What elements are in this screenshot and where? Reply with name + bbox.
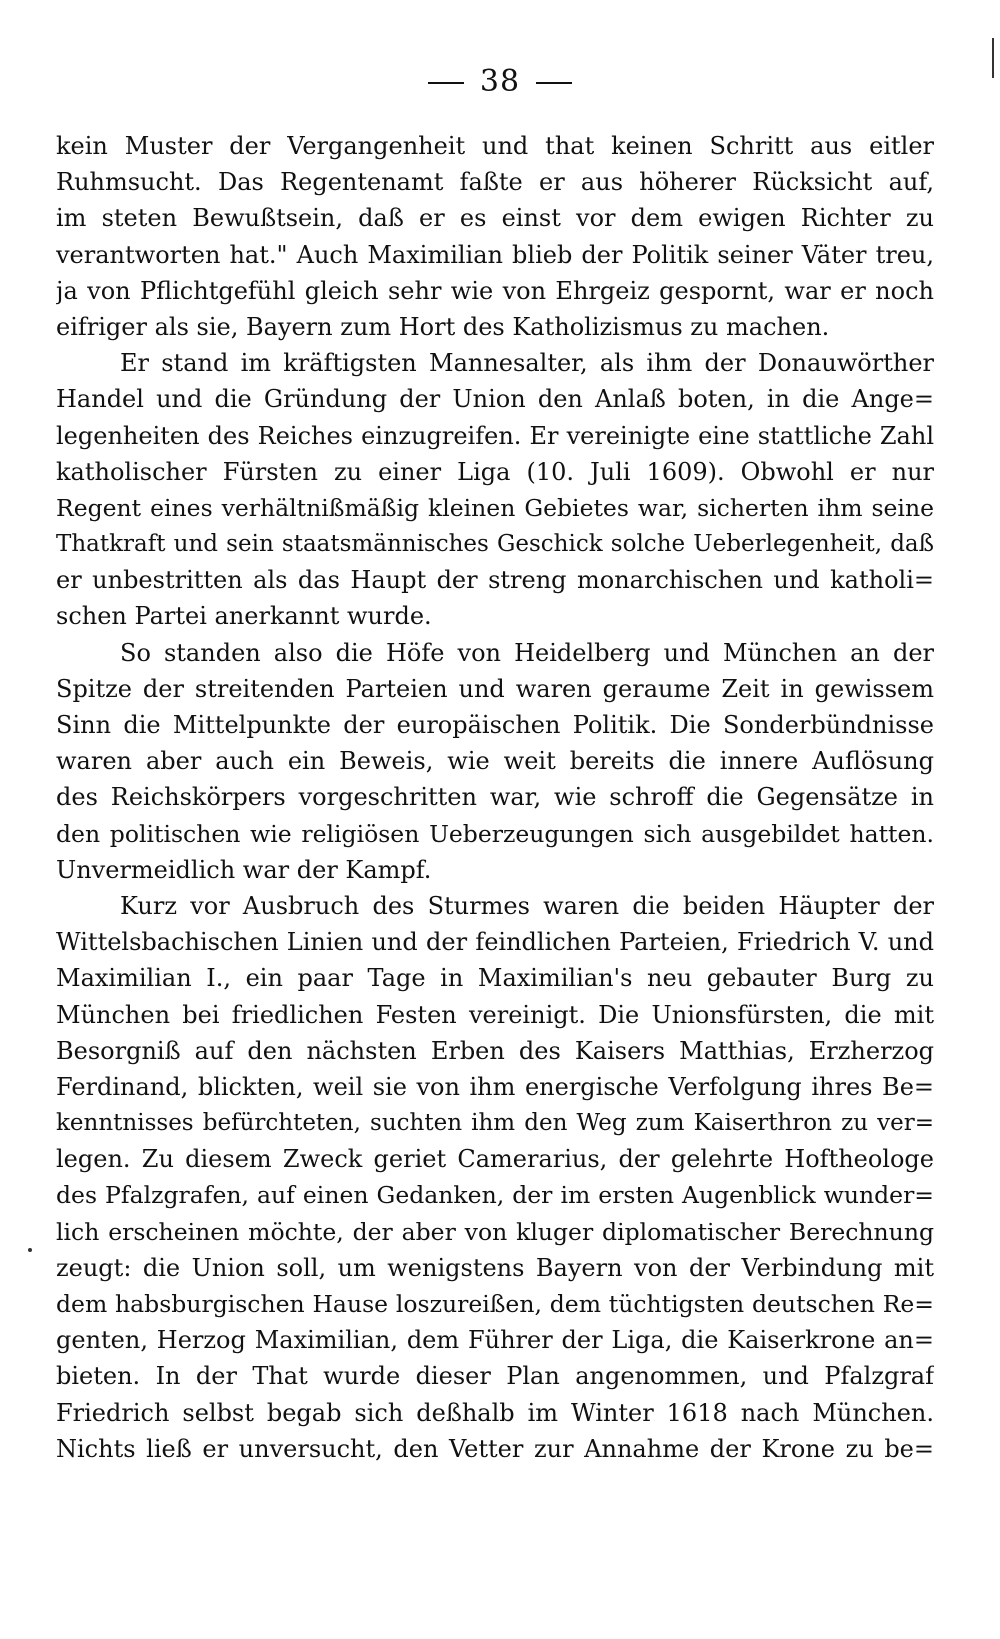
text-line: im steten Bewußtsein, daß er es einst vor dem ewigen Richter zu — [56, 204, 934, 233]
paragraph — [56, 635, 934, 888]
page-header — [0, 62, 1000, 102]
text-line: dem habsburgischen Hause loszureißen, dem tüchtigsten deutschen Re= — [56, 1290, 934, 1318]
text-line: Ferdinand, blickten, weil sie von ihm energische Verfolgung ihres Be= — [56, 1072, 934, 1101]
text-line: München bei friedlichen Festen vereinigt. Die Unionsfürsten, die mit — [56, 1000, 934, 1029]
text-line: schen Partei anerkannt wurde. — [56, 602, 432, 631]
paragraph — [56, 888, 934, 1467]
text-line: Friedrich selbst begab sich deßhalb im Winter 1618 nach München. — [56, 1398, 934, 1427]
text-line: lich erscheinen möchte, der aber von kluger diplomatischer Berechnung — [56, 1217, 934, 1246]
text-line: Thatkraft und sein staatsmännisches Geschick solche Ueberlegenheit, daß — [56, 531, 934, 558]
header-dash-left — [428, 82, 464, 84]
text-line: Unvermeidlich war der Kampf. — [56, 855, 432, 884]
page-number: 38 — [479, 64, 521, 99]
text-line: genten, Herzog Maximilian, dem Führer der Liga, die Kaiserkrone an= — [56, 1326, 934, 1355]
text-line: Besorgniß auf den nächsten Erben des Kaisers Matthias, Erzherzog — [56, 1036, 934, 1065]
text-line: Handel und die Gründung der Union den Anlaß boten, in die Ange= — [56, 385, 934, 414]
text-line: kein Muster der Vergangenheit und that keinen Schritt aus eitler — [56, 132, 934, 160]
text-line: Wittelsbachischen Linien und der feindlichen Parteien, Friedrich V. und — [56, 928, 934, 957]
text-line: Sinn die Mittelpunkte der europäischen Politik. Die Sonderbündnisse — [56, 711, 934, 739]
text-line: kenntnisses befürchteten, suchten ihm den Weg zum Kaiserthron zu ver= — [56, 1110, 934, 1137]
text-line: verantworten hat." Auch Maximilian blieb der Politik seiner Väter treu, — [56, 240, 934, 269]
text-line: Spitze der streitenden Parteien und waren geraume Zeit in gewissem — [56, 674, 934, 703]
text-line: Maximilian I., ein paar Tage in Maximilian's neu gebauter Burg zu — [56, 964, 934, 993]
text-line: ja von Pflichtgefühl gleich sehr wie von Ehrgeiz gespornt, war er noch — [56, 276, 934, 305]
paragraph — [56, 128, 934, 345]
text-line: katholischer Fürsten zu einer Liga (10. Juli 1609). Obwohl er nur — [56, 457, 934, 486]
paragraph — [56, 345, 934, 635]
text-line: er unbestritten als das Haupt der streng monarchischen und katholi= — [56, 566, 934, 595]
text-line: legenheiten des Reiches einzugreifen. Er vereinigte eine stattliche Zahl — [56, 421, 934, 450]
text-line: Regent eines verhältnißmäßig kleinen Gebietes war, sicherten ihm seine — [56, 493, 934, 522]
text-line: Ruhmsucht. Das Regentenamt faßte er aus höherer Rücksicht auf, — [56, 168, 934, 197]
text-line: Nichts ließ er unversucht, den Vetter zur Annahme der Krone zu be= — [56, 1434, 934, 1463]
text-line: Kurz vor Ausbruch des Sturmes waren die beiden Häupter der — [120, 891, 934, 920]
text-line: des Pfalzgrafen, auf einen Gedanken, der im ersten Augenblick wunder= — [56, 1181, 934, 1210]
text-line: legen. Zu diesem Zweck geriet Camerarius, der gelehrte Hoftheologe — [56, 1145, 934, 1174]
body-text — [56, 128, 934, 1467]
text-line: bieten. In der That wurde dieser Plan angenommen, und Pfalzgraf — [56, 1362, 934, 1391]
text-line: den politischen wie religiösen Ueberzeugungen sich ausgebildet hatten. — [56, 819, 934, 848]
header-dash-right — [536, 82, 572, 84]
text-line: Er stand im kräftigsten Mannesalter, als ihm der Donauwörther — [120, 349, 934, 378]
margin-speck — [28, 1248, 32, 1252]
text-line: des Reichskörpers vorgeschritten war, wie schroff die Gegensätze in — [56, 783, 934, 812]
text-line: So standen also die Höfe von Heidelberg und München an der — [120, 638, 934, 667]
text-line: waren aber auch ein Beweis, wie weit bereits die innere Auflösung — [56, 747, 934, 776]
text-line: zeugt: die Union soll, um wenigstens Bayern von der Verbindung mit — [56, 1253, 934, 1282]
text-line: eifriger als sie, Bayern zum Hort des Katholizismus zu machen. — [56, 312, 830, 341]
